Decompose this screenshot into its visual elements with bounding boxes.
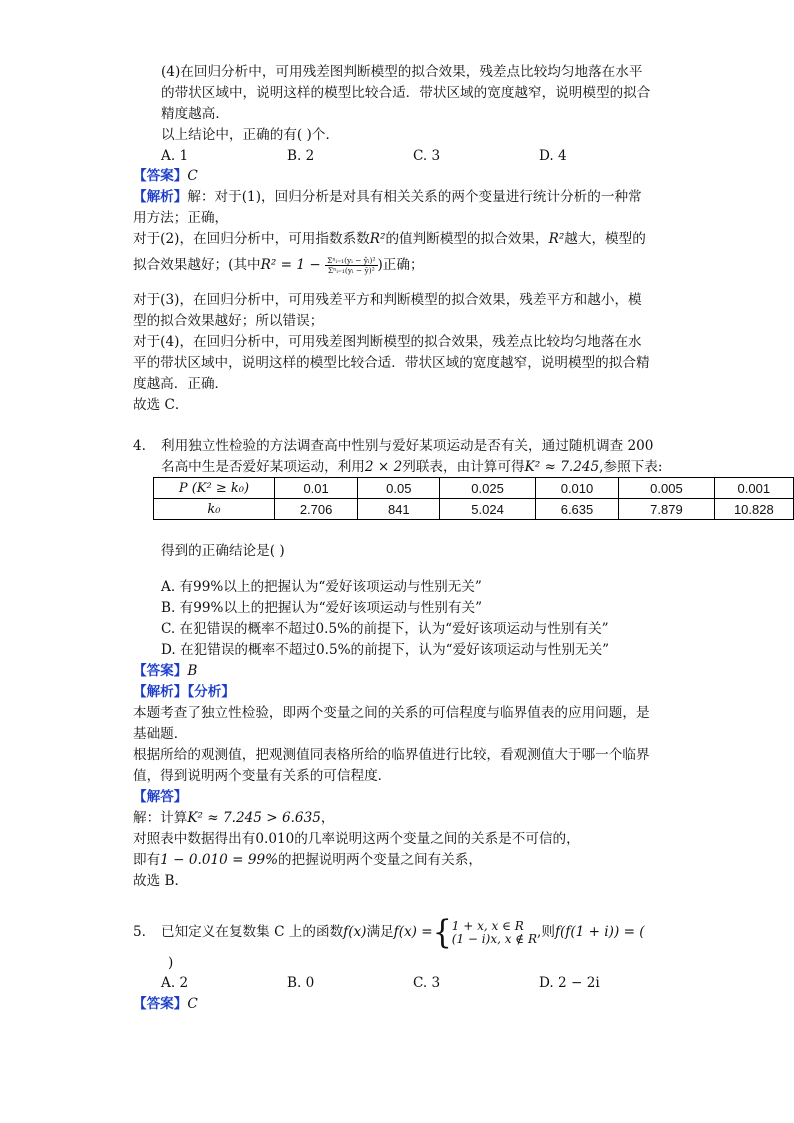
q3-option-b: B. 2 bbox=[287, 148, 315, 164]
r2-fraction: $\frac{\text{Σⁿᵢ₌₁(yᵢ − ŷᵢ)²}}{\text{Σⁿᵢ₌₁(yᵢ − ȳ)²}}$ bbox=[327, 256, 376, 275]
brace-symbol: { bbox=[432, 912, 452, 952]
q4-stem-line1: 利用独立性检验的方法调查高中性别与爱好某项运动是否有关，通过随机调查 200 bbox=[161, 438, 654, 454]
q5-option-b: B. 0 bbox=[287, 975, 315, 991]
q3-analysis-line4: 拟合效果越好；(其中R² = 1 − $\frac{\text{Σⁿᵢ₌₁(yᵢ − ŷᵢ)²}}{\text{Σⁿᵢ₌₁(yᵢ − ȳ)²}}$ )正确； bbox=[133, 256, 424, 275]
q4-analysis-header bbox=[133, 682, 235, 702]
table-cell: 841 bbox=[358, 499, 440, 520]
q4-option-c: C. 在犯错误的概率不超过0.5%的前提下，认为“爱好该项运动与性别有关” bbox=[161, 621, 609, 637]
table-row bbox=[154, 499, 794, 520]
piecewise-cases: 1 + x, x ∈ R (1 − i)x, x ∉ R bbox=[451, 918, 538, 946]
q3-item4-line1: (4)在回归分析中，可用残差图判断模型的拟合效果，残差点比较均匀地落在水平 bbox=[161, 64, 643, 80]
table-row-label: P (K² ≥ k₀) bbox=[154, 478, 275, 499]
analysis-sub-label: 【分析】 bbox=[187, 684, 235, 700]
q3-answer bbox=[133, 166, 198, 186]
q4-analysis-line2: 基础题． bbox=[133, 726, 188, 742]
q3-analysis-line1: 【解析】解：对于(1)，回归分析是对具有相关关系的两个变量进行统计分析的一种常 bbox=[133, 189, 642, 205]
q3-option-a: A. 1 bbox=[161, 148, 189, 164]
q3-question: 以上结论中，正确的有( )个． bbox=[161, 127, 340, 143]
analysis-label: 【解析】 bbox=[133, 189, 188, 205]
q5-answer bbox=[133, 994, 198, 1014]
table-cell: 0.01 bbox=[274, 478, 357, 499]
q3-analysis-line8: 平的带状区域中，说明这样的模型比较合适．带状区域的宽度越窄，说明模型的拟合精 bbox=[133, 355, 650, 371]
q3-analysis-line3: 对于(2)，在回归分析中，可用指数系数R²的值判断模型的拟合效果，R²越大，模型的 bbox=[133, 231, 646, 247]
answer-label: 【答案】 bbox=[133, 168, 188, 184]
q4-number: 4. bbox=[133, 438, 146, 454]
table-cell: 0.001 bbox=[714, 478, 793, 499]
q3-option-c: C. 3 bbox=[413, 148, 441, 164]
q4-answer bbox=[133, 661, 197, 681]
q3-item4-line2: 的带状区域中，说明这样的模型比较合适．带状区域的宽度越窄，说明模型的拟合 bbox=[161, 85, 651, 101]
q4-analysis-line4: 值，得到说明两个变量有关系的可信程度． bbox=[133, 768, 392, 784]
q4-analysis-line3: 根据所给的观测值，把观测值同表格所给的临界值进行比较，看观测值大于哪一个临界 bbox=[133, 747, 650, 763]
answer-value: C bbox=[187, 996, 198, 1012]
q4-question: 得到的正确结论是( ) bbox=[161, 543, 285, 559]
table-cell: 2.706 bbox=[274, 499, 357, 520]
q4-stem-line2: 名高中生是否爱好某项运动，利用2 × 2列联表，由计算可得K² ≈ 7.245,参照下表: bbox=[161, 459, 663, 475]
q3-analysis-line9: 度越高．正确． bbox=[133, 376, 229, 392]
q4-solution-line1: 解：计算K² ≈ 7.245 > 6.635， bbox=[133, 810, 335, 826]
q5-option-d: D. 2 − 2i bbox=[539, 975, 600, 991]
q5-option-a: A. 2 bbox=[161, 975, 189, 991]
answer-value: B bbox=[187, 663, 198, 679]
q3-analysis-line7: 对于(4)，在回归分析中，可用残差图判断模型的拟合效果，残差点比较均匀地落在水 bbox=[133, 334, 642, 350]
q4-solution-line2: 对照表中数据得出有0.010的几率说明这两个变量之间的关系是不可信的， bbox=[133, 831, 580, 847]
q4-solution-line4: 故选 B． bbox=[133, 873, 189, 889]
answer-value: C bbox=[187, 168, 198, 184]
table-cell: 0.05 bbox=[358, 478, 440, 499]
table-cell: 0.010 bbox=[535, 478, 618, 499]
q4-solution-line3: 即有1 − 0.010 = 99%的把握说明两个变量之间有关系， bbox=[133, 852, 482, 868]
table-row-label: k₀ bbox=[154, 499, 275, 520]
table-cell: 10.828 bbox=[714, 499, 793, 520]
table-cell: 7.879 bbox=[619, 499, 714, 520]
critical-value-table bbox=[153, 477, 794, 520]
q3-analysis-line10: 故选 C． bbox=[133, 397, 189, 413]
q5-stem: 已知定义在复数集 C 上的函数f(x)满足f(x) ={ 1 + x, x ∈ R (1 − i)x, x ∉ R ,则f(f(1 + i)) = ( bbox=[161, 912, 645, 952]
table-cell: 0.025 bbox=[440, 478, 535, 499]
q3-analysis-line6: 型的拟合效果越好；所以错误； bbox=[133, 313, 324, 329]
q5-stem-close: ) bbox=[168, 955, 174, 971]
q4-solution-label: 【解答】 bbox=[133, 789, 188, 805]
table-cell: 6.635 bbox=[535, 499, 618, 520]
table-cell: 5.024 bbox=[440, 499, 535, 520]
q5-option-c: C. 3 bbox=[413, 975, 441, 991]
q3-option-d: D. 4 bbox=[539, 148, 567, 164]
q5-number: 5. bbox=[133, 924, 146, 940]
q3-analysis-line5: 对于(3)，在回归分析中，可用残差平方和判断模型的拟合效果，残差平方和越小，模 bbox=[133, 292, 642, 308]
q3-item4-line3: 精度越高． bbox=[161, 106, 229, 122]
q4-option-b: B. 有99%以上的把握认为“爱好该项运动与性别有关” bbox=[161, 600, 483, 616]
q3-analysis-line2: 用方法；正确， bbox=[133, 210, 229, 226]
q4-option-d: D. 在犯错误的概率不超过0.5%的前提下，认为“爱好该项运动与性别无关” bbox=[161, 642, 610, 658]
table-cell: 0.005 bbox=[619, 478, 714, 499]
answer-label: 【答案】 bbox=[133, 996, 188, 1012]
q4-option-a: A. 有99%以上的把握认为“爱好该项运动与性别无关” bbox=[161, 579, 482, 595]
answer-label: 【答案】 bbox=[133, 663, 188, 679]
table-row bbox=[154, 478, 794, 499]
analysis-label: 【解析】 bbox=[133, 684, 188, 700]
q4-analysis-line1: 本题考查了独立性检验，即两个变量之间的关系的可信程度与临界值表的应用问题，是 bbox=[133, 705, 650, 721]
